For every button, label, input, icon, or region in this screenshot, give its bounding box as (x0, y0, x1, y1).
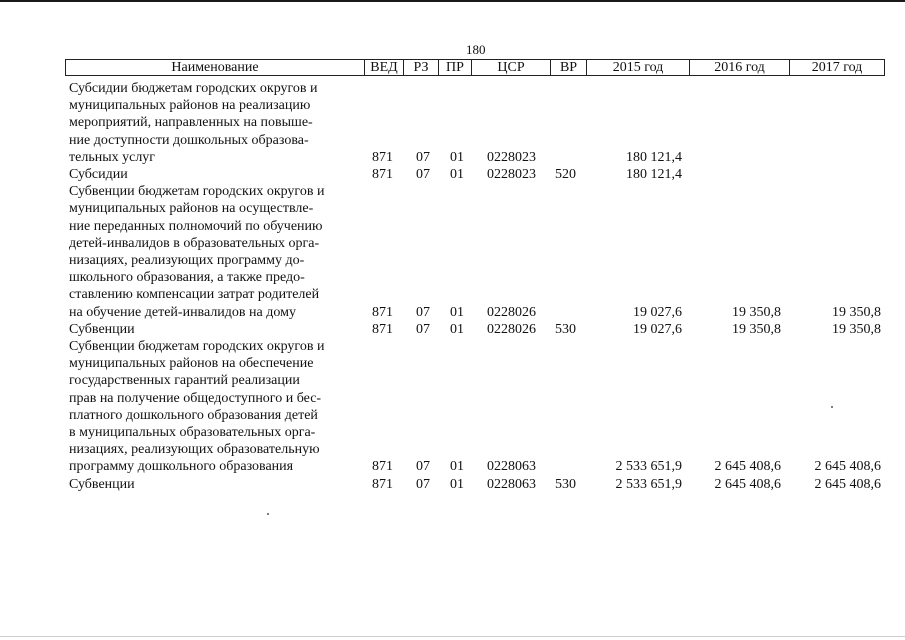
row-name: Субсидии (69, 167, 128, 182)
table-row (0, 149, 905, 166)
row-rz: 07 (416, 459, 430, 475)
header-name: Наименование (171, 60, 259, 75)
row-pr: 01 (450, 304, 464, 320)
row-csr: 0228023 (487, 167, 536, 182)
row-amount-2015: 180 121,4 (626, 167, 682, 182)
header-2016: 2016 год (714, 60, 765, 75)
table-row (0, 166, 905, 183)
header-2017: 2017 год (811, 60, 863, 75)
table-row (0, 235, 905, 252)
row-amount-2015: 19 027,6 (633, 321, 682, 337)
row-name: низациях, реализующих программу до- (69, 253, 305, 268)
table-row (0, 80, 905, 97)
table-row (0, 269, 905, 286)
row-name: тельных услуг (69, 149, 156, 165)
table-header (65, 59, 885, 76)
row-name: государственных гарантий реализации (69, 373, 300, 389)
row-pr: 01 (450, 321, 464, 337)
table-row (0, 458, 905, 475)
row-rz: 07 (416, 321, 430, 337)
row-amount-2015: 180 121,4 (626, 149, 682, 165)
row-pr: 01 (450, 476, 464, 492)
header-2015: 2015 год (612, 60, 664, 75)
row-name: Субвенции (69, 321, 135, 337)
row-name: программу дошкольного образования (69, 459, 294, 475)
row-name: низациях, реализующих образовательную (69, 442, 320, 458)
page-number: 180 (466, 42, 486, 57)
table-row (0, 218, 905, 235)
row-ved: 871 (372, 304, 393, 320)
row-csr: 0228023 (487, 149, 536, 165)
row-name: Субвенции бюджетам городских округов и (69, 184, 325, 200)
row-amount-2015: 19 027,6 (633, 304, 682, 320)
table-row (0, 390, 905, 407)
row-csr: 0228026 (487, 304, 536, 320)
row-vr: 520 (555, 167, 576, 182)
row-vr: 530 (555, 476, 576, 492)
row-name: прав на получение общедоступного и бес- (69, 390, 322, 406)
row-ved: 871 (372, 321, 393, 337)
row-name: платного дошкольного образования детей (69, 407, 318, 423)
row-vr: 530 (555, 321, 576, 337)
row-name: мероприятий, направленных на повыше- (69, 115, 313, 131)
row-amount-2017: 2 645 408,6 (814, 476, 881, 492)
row-name: муниципальных районов на осуществле- (69, 201, 314, 217)
table-row (0, 424, 905, 441)
row-name: Субвенции бюджетам городских округов и (69, 339, 325, 354)
scan-speck (831, 406, 833, 408)
row-name: в муниципальных образовательных орга- (69, 425, 316, 440)
row-rz: 07 (416, 476, 430, 492)
row-amount-2015: 2 533 651,9 (615, 459, 682, 475)
row-name: муниципальных районов на реализацию (69, 98, 311, 114)
row-pr: 01 (450, 149, 464, 165)
table-row (0, 286, 905, 303)
table-row (0, 372, 905, 389)
table-row (0, 441, 905, 458)
row-pr: 01 (450, 167, 464, 182)
row-ved: 871 (372, 476, 393, 492)
row-name: на обучение детей-инвалидов на дому (69, 304, 296, 320)
scan-top-edge (0, 0, 905, 2)
row-name: ние переданных полномочий по обучению (69, 218, 323, 234)
row-ved: 871 (372, 149, 393, 165)
row-name: ние доступности дошкольных образова- (69, 132, 309, 148)
scan-bottom-edge (0, 636, 905, 637)
table-row (0, 132, 905, 149)
row-rz: 07 (416, 304, 430, 320)
row-csr: 0228063 (487, 459, 536, 475)
row-amount-2016: 2 645 408,6 (714, 476, 781, 492)
table-row (0, 200, 905, 217)
row-name: Субвенции (69, 476, 135, 492)
row-name: школьного образования, а также предо- (69, 270, 305, 286)
table-row (0, 407, 905, 424)
row-name: ставлению компенсации затрат родителей (69, 287, 320, 303)
table-row (0, 183, 905, 200)
row-amount-2016: 19 350,8 (732, 321, 781, 337)
row-ved: 871 (372, 167, 393, 182)
table-row (0, 355, 905, 372)
row-amount-2016: 19 350,8 (732, 304, 781, 320)
row-rz: 07 (416, 149, 430, 165)
table-row (0, 97, 905, 114)
row-name: муниципальных районов на обеспечение (69, 356, 314, 372)
header-pr: ПР (446, 60, 464, 75)
header-ved: ВЕД (370, 60, 398, 75)
table-row (0, 304, 905, 321)
row-name: Субсидии бюджетам городских округов и (69, 81, 318, 96)
row-amount-2015: 2 533 651,9 (615, 476, 682, 492)
table-row (0, 321, 905, 338)
scan-speck (267, 513, 269, 515)
header-csr: ЦСР (497, 60, 525, 75)
row-rz: 07 (416, 167, 430, 182)
row-amount-2017: 2 645 408,6 (814, 459, 881, 475)
row-pr: 01 (450, 459, 464, 475)
table-row (0, 338, 905, 355)
header-rz: РЗ (413, 60, 429, 75)
row-csr: 0228063 (487, 476, 536, 492)
table-row (0, 252, 905, 269)
table-row (0, 476, 905, 493)
header-vr: ВР (559, 60, 578, 75)
row-csr: 0228026 (487, 321, 536, 337)
row-name: детей-инвалидов в образовательных орга- (69, 235, 320, 251)
row-amount-2017: 19 350,8 (832, 304, 881, 320)
row-ved: 871 (372, 459, 393, 475)
table-row (0, 114, 905, 131)
row-amount-2016: 2 645 408,6 (714, 459, 781, 475)
row-amount-2017: 19 350,8 (832, 321, 881, 337)
